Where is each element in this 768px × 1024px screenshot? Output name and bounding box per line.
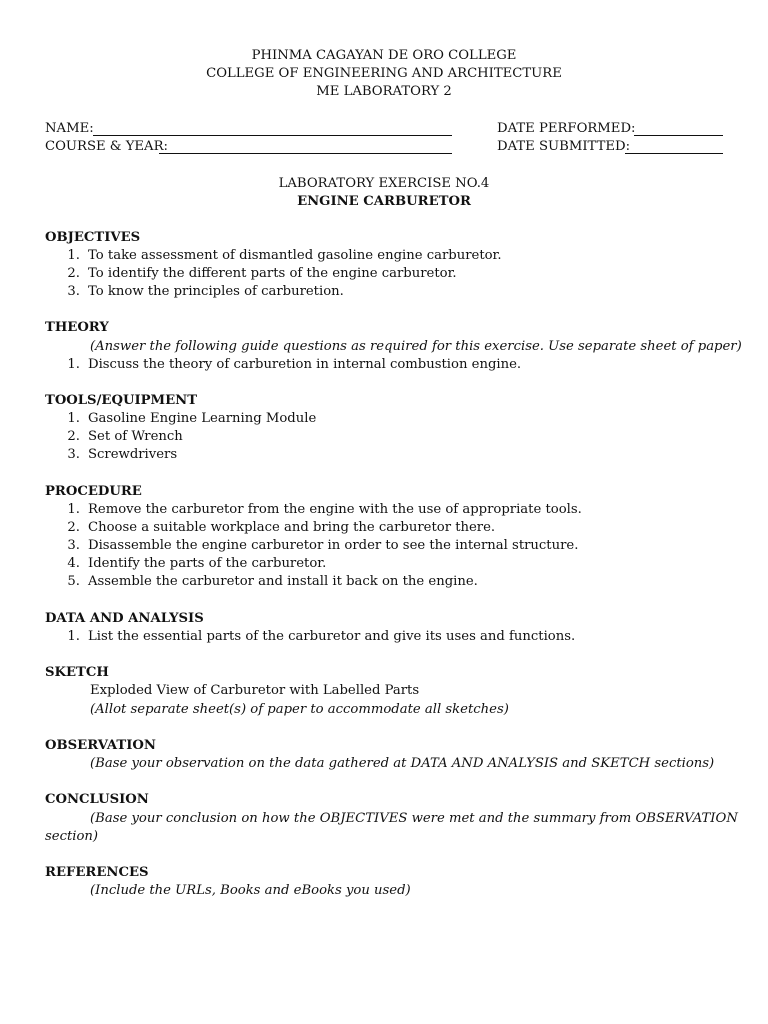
course-name: ME LABORATORY 2: [316, 84, 452, 99]
list-item: 3. Screwdrivers: [67, 447, 178, 462]
date-submitted-line: [625, 153, 723, 154]
conclusion-note: (Base your conclusion on how the OBJECTIVES were met and the summary from OBSERVATION: [90, 811, 738, 826]
date-performed-line: [634, 135, 723, 136]
list-item: 2. Choose a suitable workplace and bring the carburetor there.: [67, 520, 496, 535]
list-item: 1. To take assessment of dismantled gasoline engine carburetor.: [67, 248, 502, 263]
data-analysis-heading: DATA AND ANALYSIS: [45, 611, 204, 626]
exercise-number: LABORATORY EXERCISE NO.4: [278, 176, 490, 191]
theory-heading: THEORY: [45, 320, 109, 335]
tools-heading: TOOLS/EQUIPMENT: [45, 393, 198, 408]
course-year-line: [159, 153, 452, 154]
objectives-heading: OBJECTIVES: [45, 230, 141, 245]
list-item: 4. Identify the parts of the carburetor.: [67, 556, 327, 571]
list-item: 3. Disassemble the engine carburetor in order to see the internal structure.: [67, 538, 579, 553]
procedure-heading: PROCEDURE: [45, 484, 142, 499]
list-item: 3. To know the principles of carburetion.: [67, 284, 344, 299]
list-item: 1. Discuss the theory of carburetion in internal combustion engine.: [67, 357, 522, 372]
name-label: NAME:: [45, 121, 94, 136]
course-year-label: COURSE & YEAR:: [45, 139, 168, 154]
conclusion-note-continued: section): [45, 829, 99, 844]
list-item: 2. Set of Wrench: [67, 429, 183, 444]
conclusion-heading: CONCLUSION: [45, 792, 149, 807]
sketch-note: (Allot separate sheet(s) of paper to accommodate all sketches): [90, 702, 509, 717]
list-item: 5. Assemble the carburetor and install it back on the engine.: [67, 574, 478, 589]
list-item: 1. List the essential parts of the carburetor and give its uses and functions.: [67, 629, 576, 644]
theory-note: (Answer the following guide questions as required for this exercise. Use separate sheet of paper): [90, 339, 742, 354]
observation-heading: OBSERVATION: [45, 738, 156, 753]
date-performed-label: DATE PERFORMED:: [497, 121, 636, 136]
list-item: 1. Remove the carburetor from the engine with the use of appropriate tools.: [67, 502, 582, 517]
references-heading: REFERENCES: [45, 865, 149, 880]
references-note: (Include the URLs, Books and eBooks you used): [90, 883, 411, 898]
school-name: PHINMA CAGAYAN DE ORO COLLEGE: [251, 48, 517, 63]
name-line: [93, 135, 452, 136]
date-submitted-label: DATE SUBMITTED:: [497, 139, 631, 154]
sketch-heading: SKETCH: [45, 665, 109, 680]
list-item: 1. Gasoline Engine Learning Module: [67, 411, 317, 426]
list-item: 2. To identify the different parts of the engine carburetor.: [67, 266, 457, 281]
college-name: COLLEGE OF ENGINEERING AND ARCHITECTURE: [206, 66, 562, 81]
exercise-title: ENGINE CARBURETOR: [297, 194, 471, 209]
observation-note: (Base your observation on the data gathered at DATA AND ANALYSIS and SKETCH sections): [90, 756, 715, 771]
sketch-text: Exploded View of Carburetor with Labelled Parts: [90, 683, 420, 698]
